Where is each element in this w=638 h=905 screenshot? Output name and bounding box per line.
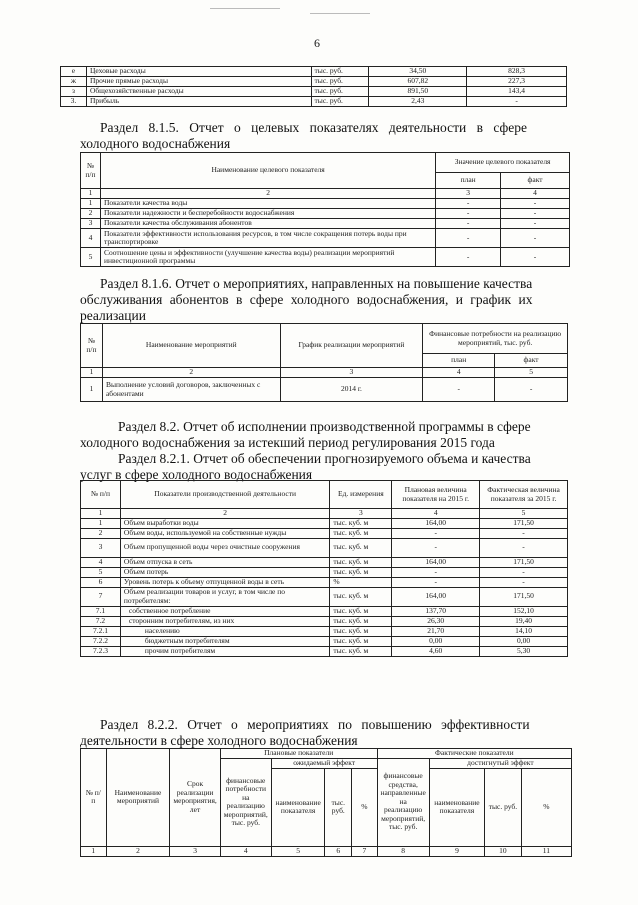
col-number: 4: [392, 509, 480, 519]
row-plan: 0,00: [392, 636, 480, 646]
col-plan-header: план: [436, 173, 501, 189]
service-quality-measures-table: [80, 323, 568, 402]
col-number: 2: [100, 189, 435, 199]
row-name: Показатели надежности и бесперебойности водоснабжения: [100, 209, 435, 219]
row-no: ж: [61, 77, 87, 87]
col-no-header: № п/п: [81, 324, 103, 368]
row-fact: 152,10: [480, 606, 568, 616]
page-number: 6: [314, 36, 320, 50]
col-number: 1: [81, 509, 121, 519]
row-schedule: 2014 г.: [280, 378, 423, 402]
row-unit: тыс. руб.: [311, 87, 369, 97]
row-plan: 164,00: [392, 587, 480, 606]
table-row: [81, 626, 568, 636]
section-8-1-5-heading-line2: холодного водоснабжения: [80, 136, 231, 151]
col-number: 5: [271, 846, 325, 856]
expected-indicator-header: наименование показателя: [271, 768, 325, 846]
row-no: 3.: [61, 97, 87, 107]
row-no: 1: [81, 518, 121, 528]
achieved-rub-header: тыс. руб.: [485, 768, 522, 846]
table-row: [81, 616, 568, 626]
col-name-header: Наименование мероприятий: [106, 749, 170, 847]
row-plan: 26,30: [392, 616, 480, 626]
row-name: Объем отпуска в сеть: [120, 557, 329, 567]
row-no: 7.2.1: [81, 626, 121, 636]
row-name: Объем потерь: [120, 567, 329, 577]
col-number: 5: [480, 509, 568, 519]
row-unit: тыс. куб. м: [330, 557, 392, 567]
col-number: 6: [325, 846, 352, 856]
col-number: 1: [81, 189, 101, 199]
row-no: 7.1: [81, 606, 121, 616]
table-row: [81, 636, 568, 646]
cost-table: [60, 66, 567, 107]
row-no: 3: [81, 538, 121, 557]
row-unit: тыс. куб. м: [330, 587, 392, 606]
col-no-header: № п/п: [81, 749, 107, 847]
col-number: 3: [280, 368, 423, 378]
row-plan: -: [436, 209, 501, 219]
col-value-header: Значение целевого показателя: [436, 153, 570, 173]
row-plan: -: [423, 378, 495, 402]
target-indicators-table: [80, 152, 570, 267]
achieved-effect-header: достигнутый эффект: [429, 758, 571, 768]
col-no-header: № п/п: [81, 153, 101, 189]
row-no: 1: [81, 199, 101, 209]
col-unit-header: Ед. измерения: [330, 481, 392, 509]
row-name: Объем воды, используемой на собственные нужды: [120, 528, 329, 538]
row-name: Объем реализации товаров и услуг, в том числе по потребителям:: [120, 587, 329, 606]
row-name: Показатели эффективности использования ресурсов, в том числе сокращения потерь воды при транспортировке: [100, 229, 435, 248]
row-unit: тыс. куб. м: [330, 626, 392, 636]
col-number: 4: [423, 368, 495, 378]
row-fact: -: [501, 229, 570, 248]
col-no-header: № п/п: [81, 481, 121, 509]
row-no: 4: [81, 557, 121, 567]
row-unit: тыс. куб. м: [330, 636, 392, 646]
row-fact: 0,00: [480, 636, 568, 646]
row-plan: 4,60: [392, 646, 480, 656]
row-unit: тыс. куб. м: [330, 538, 392, 557]
row-fact: -: [480, 538, 568, 557]
col-number: 8: [377, 846, 429, 856]
row-fact: -: [480, 528, 568, 538]
col-number: 9: [429, 846, 484, 856]
col-fact-header: факт: [501, 173, 570, 189]
row-unit: тыс. руб.: [311, 67, 369, 77]
col-schedule-header: График реализации мероприятий: [280, 324, 423, 368]
row-name: Общехозяйственные расходы: [86, 87, 311, 97]
row-unit: тыс. руб.: [311, 77, 369, 87]
col-number: 1: [81, 846, 107, 856]
row-no: 7.2: [81, 616, 121, 626]
table-row: [81, 606, 568, 616]
col-name-header: Наименование мероприятий: [102, 324, 280, 368]
row-no: 5: [81, 248, 101, 267]
col-name-header: Показатели производственной деятельности: [120, 481, 329, 509]
row-no: 1: [81, 378, 103, 402]
row-no: з: [61, 87, 87, 97]
table-row: [81, 587, 568, 606]
row-plan: -: [392, 538, 480, 557]
row-no: 7: [81, 587, 121, 606]
col-fact-header: Фактическая величина показателя за 2015 г.: [480, 481, 568, 509]
table-row: [81, 567, 568, 577]
row-value-2: 828,3: [467, 67, 567, 77]
col-name-header: Наименование целевого показателя: [100, 153, 435, 189]
row-no: 4: [81, 229, 101, 248]
row-plan: -: [392, 577, 480, 587]
row-name: Прочие прямые расходы: [86, 77, 311, 87]
row-value-2: 143,4: [467, 87, 567, 97]
row-value-1: 607,82: [369, 77, 467, 87]
section-8-1-6-heading-line3: реализации: [80, 308, 146, 323]
section-8-2-2-heading: Раздел 8.2.2. Отчет о мероприятиях по повышению эффективности: [100, 717, 530, 732]
table-row: [81, 378, 568, 402]
expected-pct-header: %: [352, 768, 377, 846]
table-row: [81, 219, 570, 229]
col-finance-header: Финансовые потребности на реализацию мероприятий, тыс. руб.: [423, 324, 568, 354]
row-plan: 137,70: [392, 606, 480, 616]
row-name: бюджетным потребителям: [120, 636, 329, 646]
table-row: [81, 557, 568, 567]
col-number: 7: [352, 846, 377, 856]
row-fact: 171,50: [480, 518, 568, 528]
row-plan: -: [436, 248, 501, 267]
table-row: [81, 518, 568, 528]
col-number: 2: [102, 368, 280, 378]
row-no: 7.2.2: [81, 636, 121, 646]
row-value-2: -: [467, 97, 567, 107]
row-name: населению: [120, 626, 329, 636]
section-8-2-heading-line2: холодного водоснабжения за истекший период регулирования 2015 года: [80, 435, 495, 450]
expected-rub-header: тыс. руб.: [325, 768, 352, 846]
row-plan: 164,00: [392, 518, 480, 528]
row-fact: 19,40: [480, 616, 568, 626]
row-plan: -: [436, 219, 501, 229]
col-number: 11: [521, 846, 571, 856]
row-no: 6: [81, 577, 121, 587]
col-plan-header: Плановая величина показателя на 2015 г.: [392, 481, 480, 509]
planned-indicators-header: Плановые показатели: [220, 749, 377, 759]
row-value-2: 227,3: [467, 77, 567, 87]
scan-noise: [210, 8, 280, 9]
col-number: 2: [120, 509, 329, 519]
expected-effect-header: ожидаемый эффект: [271, 758, 377, 768]
table-row: [81, 209, 570, 219]
row-plan: 21,70: [392, 626, 480, 636]
table-row: [61, 97, 567, 107]
table-row: [81, 538, 568, 557]
actual-finance-header: финансовые средства, направленные на реализацию мероприятий, тыс. руб.: [377, 758, 429, 846]
section-8-2-1-heading: Раздел 8.2.1. Отчет об обеспечении прогнозируемого объема и качества: [118, 451, 531, 466]
achieved-indicator-header: наименование показателя: [429, 768, 484, 846]
row-fact: -: [501, 248, 570, 267]
section-8-1-5-heading: Раздел 8.1.5. Отчет о целевых показателях деятельности в сфере: [100, 120, 527, 135]
row-name: Показатели качества воды: [100, 199, 435, 209]
row-unit: тыс. куб. м: [330, 518, 392, 528]
row-no: 2: [81, 209, 101, 219]
row-unit: тыс. куб. м: [330, 606, 392, 616]
table-row: [81, 229, 570, 248]
row-name: Прибыль: [86, 97, 311, 107]
table-row: [81, 577, 568, 587]
row-fact: -: [501, 219, 570, 229]
table-row: [81, 528, 568, 538]
row-fact: 5,30: [480, 646, 568, 656]
col-term-header: Срок реализации мероприятия, лет: [170, 749, 220, 847]
row-no: 5: [81, 567, 121, 577]
col-number: 5: [495, 368, 568, 378]
row-name: Показатели качества обслуживания абонентов: [100, 219, 435, 229]
production-indicators-table: [80, 480, 568, 657]
section-8-1-6-heading: Раздел 8.1.6. Отчет о мероприятиях, направленных на повышение качества: [100, 276, 533, 291]
row-fact: 171,50: [480, 587, 568, 606]
scan-noise: [310, 13, 370, 14]
row-value-1: 2,43: [369, 97, 467, 107]
row-name: Цеховые расходы: [86, 67, 311, 77]
row-name: собственное потребление: [120, 606, 329, 616]
row-fact: 14,10: [480, 626, 568, 636]
row-no: е: [61, 67, 87, 77]
col-number: 1: [81, 368, 103, 378]
row-fact: 171,50: [480, 557, 568, 567]
row-fact: -: [480, 567, 568, 577]
table-row: [81, 199, 570, 209]
col-plan-header: план: [423, 354, 495, 368]
row-name: прочим потребителям: [120, 646, 329, 656]
row-no: 7.2.3: [81, 646, 121, 656]
row-no: 2: [81, 528, 121, 538]
col-number: 3: [330, 509, 392, 519]
col-number: 2: [106, 846, 170, 856]
row-fact: -: [501, 209, 570, 219]
col-number: 3: [436, 189, 501, 199]
section-8-1-6-heading-line2: обслуживания абонентов в сфере холодного водоснабжения, и график их: [80, 292, 533, 307]
table-row: [61, 67, 567, 77]
table-row: [81, 646, 568, 656]
row-fact: -: [501, 199, 570, 209]
row-name: Уровень потерь к объему отпущенной воды в сеть: [120, 577, 329, 587]
table-row: [61, 87, 567, 97]
row-value-1: 34,50: [369, 67, 467, 77]
row-unit: тыс. куб. м: [330, 646, 392, 656]
row-name: Объем пропущенной воды через очистные сооружения: [120, 538, 329, 557]
row-unit: тыс. руб.: [311, 97, 369, 107]
actual-indicators-header: Фактические показатели: [377, 749, 571, 759]
row-unit: %: [330, 577, 392, 587]
section-8-2-heading: Раздел 8.2. Отчет об исполнении производственной программы в сфере: [118, 419, 531, 434]
row-plan: -: [436, 199, 501, 209]
row-plan: -: [392, 528, 480, 538]
col-number: 4: [220, 846, 271, 856]
row-fact: -: [495, 378, 568, 402]
row-name: Объем выработки воды: [120, 518, 329, 528]
table-row: [81, 248, 570, 267]
section-8-2-1-heading-line2: услуг в сфере холодного водоснабжения: [80, 467, 313, 482]
table-row: [61, 77, 567, 87]
row-unit: тыс. куб. м: [330, 616, 392, 626]
col-number: 3: [170, 846, 220, 856]
planned-finance-header: финансовые потребности на реализацию мероприятий, тыс. руб.: [220, 758, 271, 846]
col-number: 4: [501, 189, 570, 199]
col-fact-header: факт: [495, 354, 568, 368]
row-unit: тыс. куб. м: [330, 567, 392, 577]
row-unit: тыс. куб. м: [330, 528, 392, 538]
row-no: 3: [81, 219, 101, 229]
row-value-1: 891,50: [369, 87, 467, 97]
row-plan: 164,00: [392, 557, 480, 567]
row-name: Выполнение условий договоров, заключенных с абонентами: [102, 378, 280, 402]
row-name: сторонним потребителям, из них: [120, 616, 329, 626]
row-name: Соотношение цены и эффективности (улучшение качества воды) реализации мероприятий инвестиционной программы: [100, 248, 435, 267]
row-fact: -: [480, 577, 568, 587]
achieved-pct-header: %: [521, 768, 571, 846]
col-number: 10: [485, 846, 522, 856]
row-plan: -: [392, 567, 480, 577]
section-8-2-2-heading-line2: деятельности в сфере холодного водоснабжения: [80, 733, 358, 748]
row-plan: -: [436, 229, 501, 248]
efficiency-measures-table: [80, 748, 572, 857]
